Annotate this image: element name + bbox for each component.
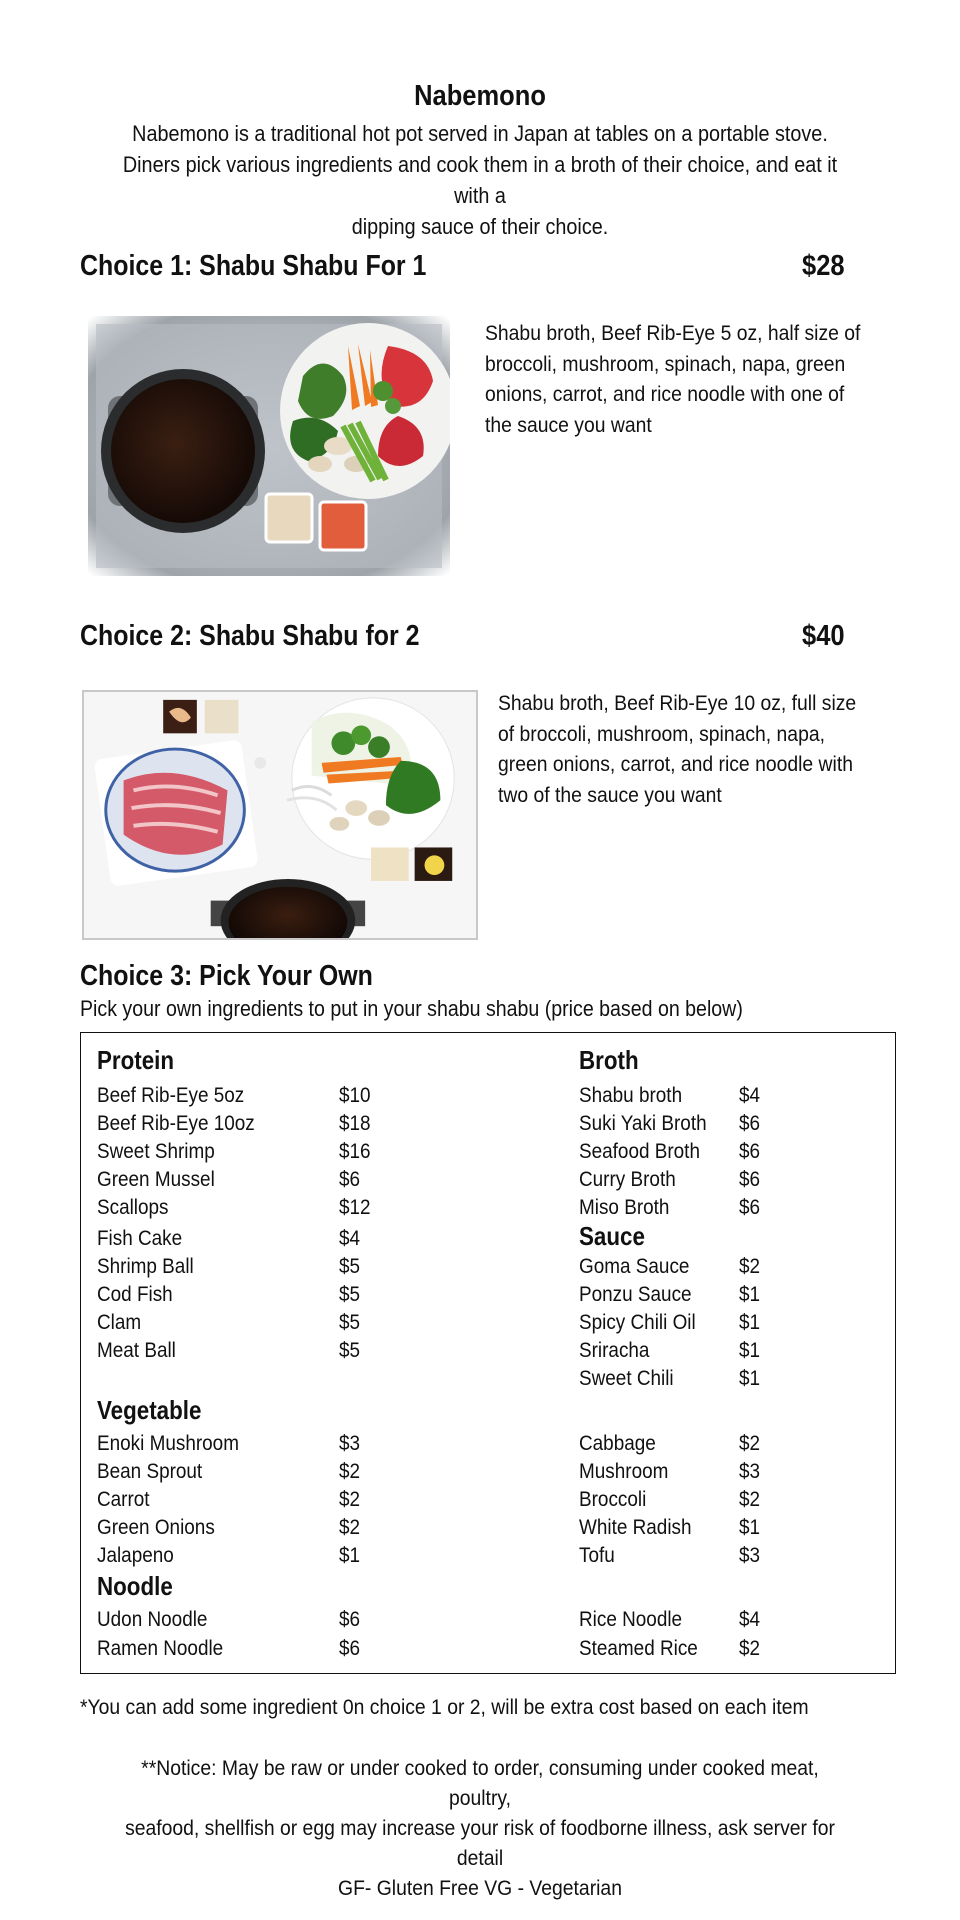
menu-item: Curry Broth <box>579 1167 676 1191</box>
menu-item: Shabu broth <box>579 1083 683 1107</box>
hot-pot-single-photo <box>88 316 450 576</box>
menu-price: $2 <box>739 1254 761 1278</box>
choice-2-price: $40 <box>802 620 845 652</box>
menu-price: $2 <box>339 1459 361 1483</box>
menu-item: Steamed Rice <box>579 1636 698 1660</box>
choice-1-price: $28 <box>802 250 845 282</box>
menu-price: $12 <box>339 1195 371 1219</box>
menu-item: Miso Broth <box>579 1195 670 1219</box>
menu-price: $10 <box>339 1083 371 1107</box>
menu-item: Green Mussel <box>97 1167 215 1191</box>
pick-your-own-menu <box>80 1032 896 1674</box>
menu-price: $2 <box>739 1636 761 1660</box>
menu-price: $4 <box>739 1607 761 1631</box>
choice-3-subtitle: Pick your own ingredients to put in your shabu shabu (price based on below) <box>80 996 743 1021</box>
choice-1-description: Shabu broth, Beef Rib-Eye 5 oz, half size of broccoli, mushroom, spinach, napa, green onions, carrot, and rice noodle with one of the sauce you want <box>485 321 861 437</box>
menu-price: $1 <box>739 1282 761 1306</box>
menu-price: $6 <box>739 1167 761 1191</box>
choice-2-description: Shabu broth, Beef Rib-Eye 10 oz, full size of broccoli, mushroom, spinach, napa, green onions, carrot, and rice noodle with two of the sauce you want <box>498 691 857 807</box>
menu-price: $5 <box>339 1282 361 1306</box>
menu-price: $3 <box>339 1431 361 1455</box>
menu-item: White Radish <box>579 1515 692 1539</box>
menu-item: Fish Cake <box>97 1226 183 1250</box>
hot-pot-double-photo <box>82 690 478 940</box>
menu-price: $1 <box>739 1366 761 1390</box>
menu-price: $1 <box>739 1310 761 1334</box>
menu-item: Mushroom <box>579 1459 669 1483</box>
menu-price: $1 <box>739 1515 761 1539</box>
menu-price: $3 <box>739 1459 761 1483</box>
menu-item: Cod Fish <box>97 1282 173 1306</box>
menu-price: $2 <box>739 1431 761 1455</box>
menu-item: Shrimp Ball <box>97 1254 194 1278</box>
choice-1-title: Choice 1: Shabu Shabu For 1 <box>80 250 427 282</box>
menu-item: Tofu <box>579 1543 615 1567</box>
menu-item: Scallops <box>97 1195 169 1219</box>
menu-item: Jalapeno <box>97 1543 174 1567</box>
menu-item: Carrot <box>97 1487 150 1511</box>
dietary-legend: GF- Gluten Free VG - Vegetarian <box>338 1876 622 1900</box>
menu-item: Beef Rib-Eye 10oz <box>97 1111 255 1135</box>
category-broth: Broth <box>579 1045 639 1075</box>
menu-item: Sweet Shrimp <box>97 1139 215 1163</box>
menu-price: $16 <box>339 1139 371 1163</box>
category-vegetable: Vegetable <box>97 1395 202 1425</box>
menu-price: $2 <box>339 1487 361 1511</box>
menu-price: $6 <box>739 1111 761 1135</box>
menu-item: Seafood Broth <box>579 1139 700 1163</box>
menu-item: Clam <box>97 1310 142 1334</box>
menu-item: Ponzu Sauce <box>579 1282 692 1306</box>
menu-price: $6 <box>739 1139 761 1163</box>
menu-price: $5 <box>339 1338 361 1362</box>
choice-2-title: Choice 2: Shabu Shabu for 2 <box>80 620 420 652</box>
menu-price: $6 <box>339 1167 361 1191</box>
menu-price: $4 <box>339 1226 361 1250</box>
choice-3-title: Choice 3: Pick Your Own <box>80 960 373 992</box>
menu-item: Goma Sauce <box>579 1254 690 1278</box>
food-safety-notice: **Notice: May be raw or under cooked to order, consuming under cooked meat, poultry, seafood, shellfish or egg may increase your risk of foodborne illness, ask server for detail GF- Gluten Free VG - Vegetarian <box>120 1753 840 1903</box>
menu-price: $6 <box>739 1195 761 1219</box>
menu-item: Udon Noodle <box>97 1607 208 1631</box>
menu-item: Enoki Mushroom <box>97 1431 239 1455</box>
menu-item: Beef Rib-Eye 5oz <box>97 1083 245 1107</box>
intro-text: Nabemono is a traditional hot pot served in Japan at tables on a portable stove. Diners pick various ingredients and cook them in a broth of their choice, and eat it with a dipping sauce of their choice. <box>122 121 838 239</box>
menu-item: Spicy Chili Oil <box>579 1310 696 1334</box>
menu-price: $4 <box>739 1083 761 1107</box>
menu-item: Suki Yaki Broth <box>579 1111 707 1135</box>
menu-price: $5 <box>339 1310 361 1334</box>
menu-price: $6 <box>339 1607 361 1631</box>
menu-item: Sweet Chili <box>579 1366 674 1390</box>
menu-price: $3 <box>739 1543 761 1567</box>
menu-item: Meat Ball <box>97 1338 176 1362</box>
menu-price: $2 <box>739 1487 761 1511</box>
menu-item: Ramen Noodle <box>97 1636 224 1660</box>
menu-price: $18 <box>339 1111 371 1135</box>
extra-cost-note: *You can add some ingredient 0n choice 1 or 2, will be extra cost based on each item <box>80 1695 809 1719</box>
menu-item: Bean Sprout <box>97 1459 203 1483</box>
menu-price: $6 <box>339 1636 361 1660</box>
menu-item: Broccoli <box>579 1487 647 1511</box>
category-sauce: Sauce <box>579 1221 645 1251</box>
page-title: Nabemono <box>414 80 546 112</box>
category-protein: Protein <box>97 1045 175 1075</box>
menu-price: $1 <box>339 1543 361 1567</box>
menu-item: Rice Noodle <box>579 1607 683 1631</box>
menu-item: Green Onions <box>97 1515 215 1539</box>
category-noodle: Noodle <box>97 1571 173 1601</box>
menu-price: $1 <box>739 1338 761 1362</box>
menu-price: $2 <box>339 1515 361 1539</box>
menu-price: $5 <box>339 1254 361 1278</box>
menu-item: Sriracha <box>579 1338 650 1362</box>
menu-item: Cabbage <box>579 1431 656 1455</box>
